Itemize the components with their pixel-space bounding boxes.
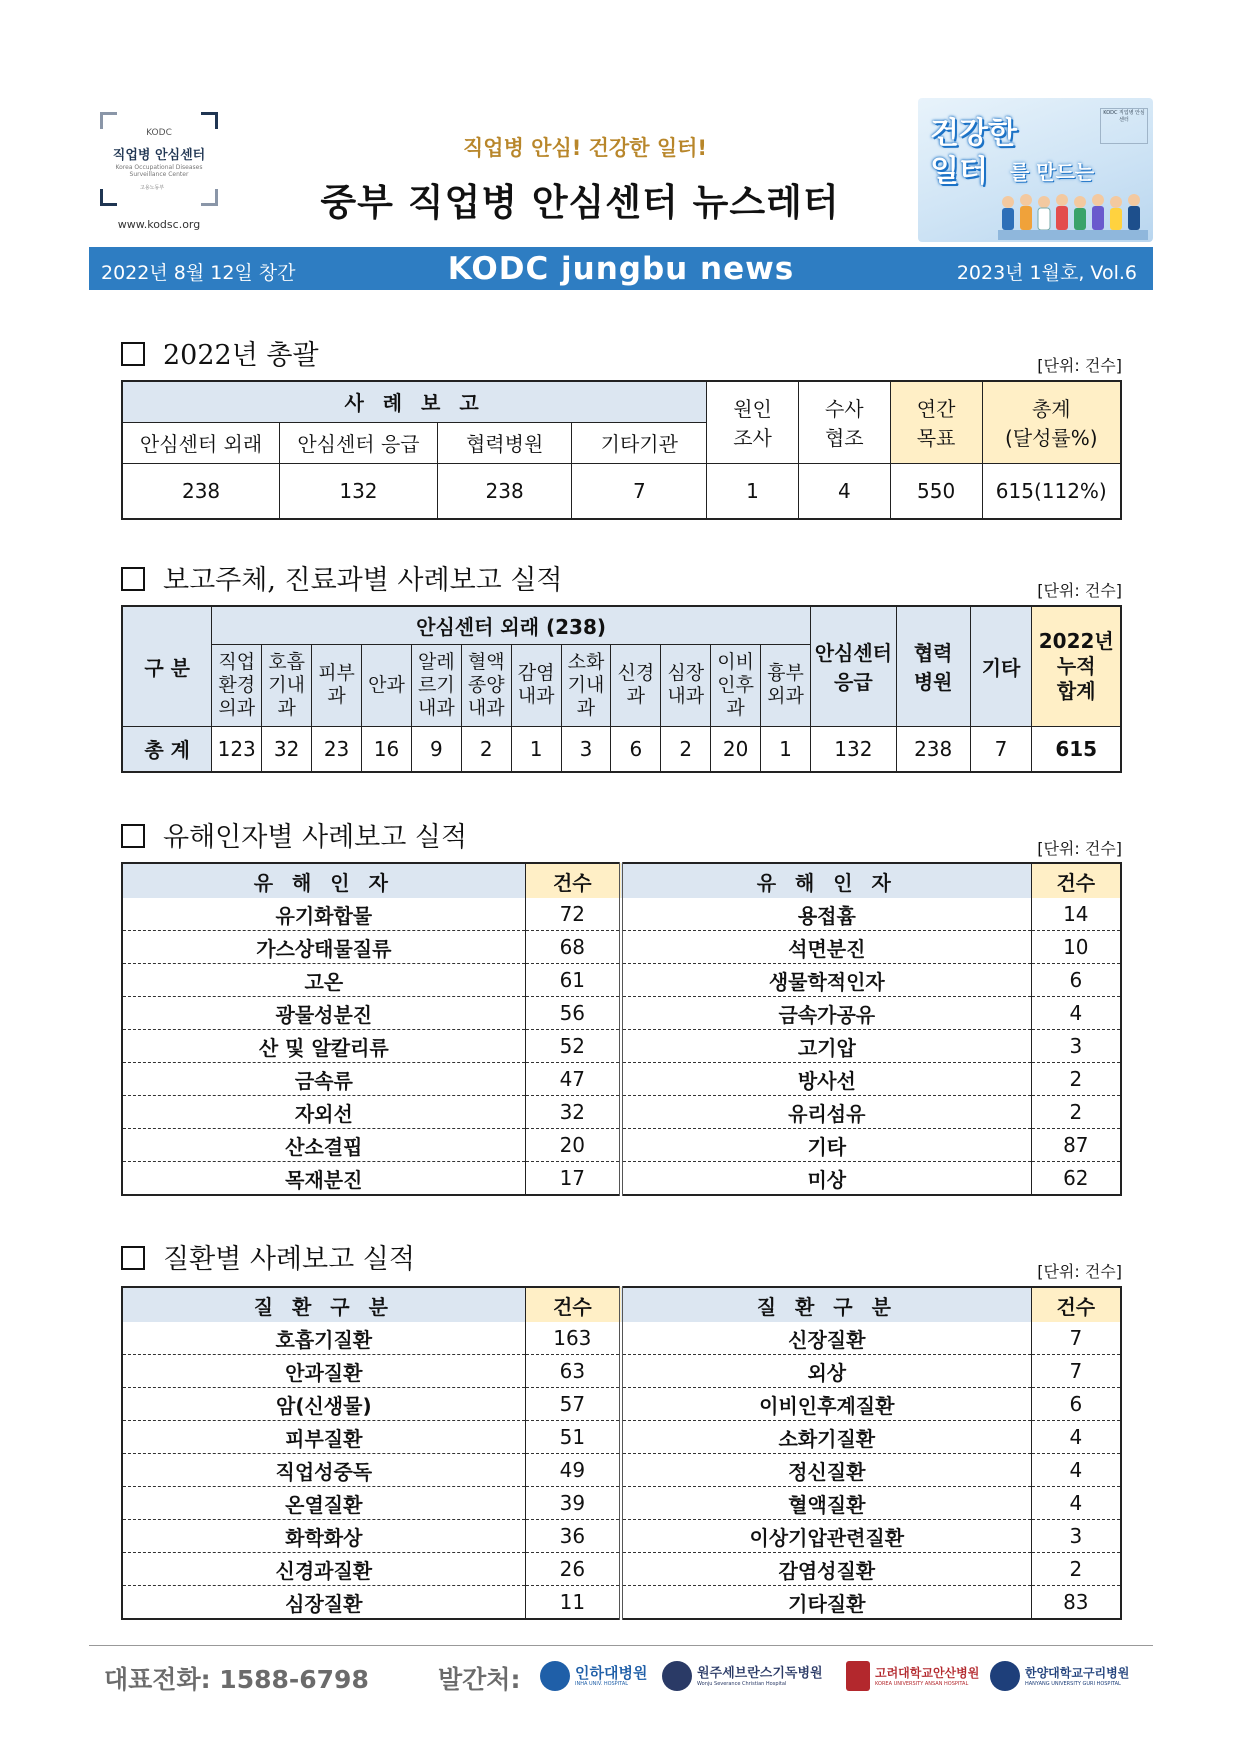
disease-row <box>122 1421 1121 1454</box>
disease-count: 4 <box>1031 1421 1121 1454</box>
department-header-2: 피부 과 <box>312 644 362 726</box>
hospital-korea-ansan: 고려대학교안산병원 KOREA UNIVERSITY ANSAN HOSPITAL <box>846 1658 979 1694</box>
unit-label: [단위: 건수] <box>1037 581 1122 600</box>
unit-label: [단위: 건수] <box>1037 839 1122 858</box>
healthy-workplace-banner <box>918 98 1153 242</box>
department-table <box>121 605 1122 773</box>
hazard-row <box>122 898 1121 931</box>
disease-row <box>122 1355 1121 1388</box>
checkbox-square-icon <box>121 824 145 848</box>
department-header-0: 직업 환경 의과 <box>212 644 262 726</box>
hazard-count: 72 <box>525 898 621 931</box>
workers-illustration-icon <box>998 190 1148 240</box>
hazard-count: 2 <box>1031 1063 1121 1096</box>
disease-name: 이상기압관련질환 <box>621 1520 1031 1553</box>
partner-value: 238 <box>896 726 970 772</box>
disease-count: 4 <box>1031 1487 1121 1520</box>
department-header-5: 혈액 종양 내과 <box>461 644 511 726</box>
hazard-name: 산소결핍 <box>122 1129 525 1162</box>
logo-name: 직업병 안심센터 <box>112 148 206 163</box>
hazard-count: 87 <box>1031 1129 1121 1162</box>
hazard-count: 47 <box>525 1063 621 1096</box>
department-header-8: 신경 과 <box>611 644 661 726</box>
department-header-10: 이비 인후 과 <box>711 644 761 726</box>
hazard-col-count: 건수 <box>525 863 621 898</box>
department-header-11: 흉부 외과 <box>761 644 811 726</box>
hazard-count: 61 <box>525 964 621 997</box>
hazard-name: 금속류 <box>122 1063 525 1096</box>
hazard-name: 금속가공유 <box>621 997 1031 1030</box>
hazard-count: 56 <box>525 997 621 1030</box>
disease-col-name: 질 환 구 분 <box>122 1287 525 1322</box>
hazard-name: 유리섬유 <box>621 1096 1031 1129</box>
col-other-institution: 기타기관 <box>572 422 707 463</box>
disease-name: 온열질환 <box>122 1487 525 1520</box>
department-header-1: 호흡 기내 과 <box>262 644 312 726</box>
disease-name: 신장질환 <box>621 1322 1031 1355</box>
center-logo <box>100 112 218 206</box>
unit-label: [단위: 건수] <box>1037 356 1122 375</box>
disease-count: 39 <box>525 1487 621 1520</box>
department-value-8: 6 <box>611 726 661 772</box>
disease-count: 7 <box>1031 1355 1121 1388</box>
checkbox-square-icon <box>121 567 145 591</box>
annual-goal-header: 연간 목표 <box>890 381 982 463</box>
hospital-wonju: 원주세브란스기독병원 Wonju Severance Christian Hospital <box>662 1658 823 1694</box>
disease-count: 163 <box>525 1322 621 1355</box>
department-value-11: 1 <box>761 726 811 772</box>
disease-table <box>121 1286 1122 1620</box>
cause-investigation-header: 원인 조사 <box>707 381 799 463</box>
publisher-label: 발간처: <box>438 1665 521 1694</box>
hazard-col-count-right: 건수 <box>1031 863 1121 898</box>
hazard-count: 32 <box>525 1096 621 1129</box>
hazard-name: 목재분진 <box>122 1162 525 1196</box>
disease-name: 기타질환 <box>621 1586 1031 1620</box>
disease-count: 49 <box>525 1454 621 1487</box>
disease-row <box>122 1322 1121 1355</box>
disease-name: 혈액질환 <box>621 1487 1031 1520</box>
disease-count: 7 <box>1031 1322 1121 1355</box>
disease-row <box>122 1388 1121 1421</box>
other-header: 기타 <box>970 606 1032 726</box>
disease-row <box>122 1454 1121 1487</box>
hazard-name: 광물성분진 <box>122 997 525 1030</box>
department-value-3: 16 <box>362 726 412 772</box>
department-value-6: 1 <box>511 726 561 772</box>
hazard-row <box>122 931 1121 964</box>
disease-name: 피부질환 <box>122 1421 525 1454</box>
department-header-6: 감염 내과 <box>511 644 561 726</box>
hazard-name: 미상 <box>621 1162 1031 1196</box>
disease-row <box>122 1586 1121 1620</box>
disease-name: 소화기질환 <box>621 1421 1031 1454</box>
department-value-9: 2 <box>661 726 711 772</box>
summary-values-row: 238 132 238 7 1 4 550 615(112%) <box>122 463 1121 519</box>
hazard-count: 10 <box>1031 931 1121 964</box>
department-value-0: 123 <box>212 726 262 772</box>
hazard-row <box>122 1129 1121 1162</box>
inha-emblem-icon <box>540 1661 570 1691</box>
banner-line3: 를 만드는 <box>1010 160 1095 184</box>
hazard-row <box>122 1096 1121 1129</box>
page-title: 중부 직업병 안심센터 뉴스레터 <box>320 181 840 224</box>
hazard-name: 방사선 <box>621 1063 1031 1096</box>
section-disease-label: 질환별 사례보고 실적 <box>163 1244 415 1275</box>
outpatient-group-header: 안심센터 외래 (238) <box>212 606 811 644</box>
disease-name: 감염성질환 <box>621 1553 1031 1586</box>
disease-name: 신경과질환 <box>122 1553 525 1586</box>
disease-name: 이비인후계질환 <box>621 1388 1031 1421</box>
hazard-name: 고기압 <box>621 1030 1031 1063</box>
disease-count: 2 <box>1031 1553 1121 1586</box>
section-hazard-label: 유해인자별 사례보고 실적 <box>163 822 468 853</box>
disease-count: 36 <box>525 1520 621 1553</box>
hazard-count: 14 <box>1031 898 1121 931</box>
disease-count: 26 <box>525 1553 621 1586</box>
cumulative-value: 615 <box>1032 726 1121 772</box>
disease-count: 51 <box>525 1421 621 1454</box>
hazard-row <box>122 964 1121 997</box>
department-header-4: 알레 르기 내과 <box>411 644 461 726</box>
hazard-name: 가스상태물질류 <box>122 931 525 964</box>
hazard-row <box>122 997 1121 1030</box>
disease-row <box>122 1520 1121 1553</box>
hazard-name: 유기화합물 <box>122 898 525 931</box>
hazard-count: 17 <box>525 1162 621 1196</box>
checkbox-square-icon <box>121 342 145 366</box>
disease-row <box>122 1553 1121 1586</box>
hazard-row <box>122 1162 1121 1196</box>
hazard-count: 4 <box>1031 997 1121 1030</box>
hazard-name: 산 및 알칼리류 <box>122 1030 525 1063</box>
banner-line2: 일터 <box>930 154 988 189</box>
section-hazard-title <box>121 815 467 854</box>
banner-line1: 건강한 <box>930 116 1017 151</box>
department-value-7: 3 <box>561 726 611 772</box>
disease-count: 63 <box>525 1355 621 1388</box>
issue-number: 2023년 1월호, Vol.6 <box>956 262 1137 284</box>
disease-count: 4 <box>1031 1454 1121 1487</box>
hazard-count: 6 <box>1031 964 1121 997</box>
department-header-9: 심장 내과 <box>661 644 711 726</box>
founded-date: 2022년 8월 12일 창간 <box>101 262 296 284</box>
department-value-2: 23 <box>312 726 362 772</box>
disease-count: 83 <box>1031 1586 1121 1620</box>
hazard-name: 고온 <box>122 964 525 997</box>
case-report-header: 사 례 보 고 <box>122 381 707 422</box>
checkbox-square-icon <box>121 1246 145 1270</box>
hazard-col-name: 유 해 인 자 <box>122 863 525 898</box>
department-value-1: 32 <box>262 726 312 772</box>
banner-mini-logo: KODC 직업병 안심센터 <box>1100 108 1148 144</box>
cumulative-header: 2022년 누적 합계 <box>1032 606 1121 726</box>
hazard-name: 기타 <box>621 1129 1031 1162</box>
disease-name: 암(신생물) <box>122 1388 525 1421</box>
disease-col-count-right: 건수 <box>1031 1287 1121 1322</box>
site-url[interactable]: www.kodsc.org <box>117 218 201 231</box>
hazard-row <box>122 1030 1121 1063</box>
newsletter-info-bar <box>89 247 1153 290</box>
row-header-category: 구 분 <box>122 606 212 726</box>
col-emergency: 안심센터 응급 <box>280 422 438 463</box>
hazard-count: 3 <box>1031 1030 1121 1063</box>
hazard-count: 2 <box>1031 1096 1121 1129</box>
hazard-name: 석면분진 <box>621 931 1031 964</box>
hazard-name: 용접흄 <box>621 898 1031 931</box>
section-disease-title <box>121 1237 415 1276</box>
disease-name: 안과질환 <box>122 1355 525 1388</box>
korea-univ-emblem-icon <box>846 1661 870 1691</box>
section-department-title <box>121 558 562 597</box>
emergency-value: 132 <box>810 726 896 772</box>
hazard-name: 자외선 <box>122 1096 525 1129</box>
department-header-3: 안과 <box>362 644 412 726</box>
disease-name: 정신질환 <box>621 1454 1031 1487</box>
disease-count: 57 <box>525 1388 621 1421</box>
hazard-count: 20 <box>525 1129 621 1162</box>
hazard-count: 68 <box>525 931 621 964</box>
disease-name: 직업성중독 <box>122 1454 525 1487</box>
emergency-header: 안심센터 응급 <box>810 606 896 726</box>
department-header-7: 소화 기내 과 <box>561 644 611 726</box>
department-value-4: 9 <box>411 726 461 772</box>
disease-col-count: 건수 <box>525 1287 621 1322</box>
footer-divider <box>89 1645 1153 1646</box>
hazard-count: 52 <box>525 1030 621 1063</box>
hazard-count: 62 <box>1031 1162 1121 1196</box>
section-summary-label: 2022년 총괄 <box>163 340 319 371</box>
department-values-row <box>122 726 1121 772</box>
hospital-inha: 인하대병원 INHA UNIV. HOSPITAL <box>540 1658 647 1694</box>
disease-count: 11 <box>525 1586 621 1620</box>
disease-name: 화학화상 <box>122 1520 525 1553</box>
other-value: 7 <box>970 726 1032 772</box>
hazard-col-name-right: 유 해 인 자 <box>621 863 1031 898</box>
disease-row <box>122 1487 1121 1520</box>
hazard-row <box>122 1063 1121 1096</box>
disease-col-name-right: 질 환 구 분 <box>621 1287 1031 1322</box>
summary-table <box>121 380 1122 520</box>
unit-label: [단위: 건수] <box>1037 1262 1122 1281</box>
hanyang-emblem-icon <box>990 1661 1020 1691</box>
col-outpatient: 안심센터 외래 <box>122 422 280 463</box>
ministry-label: 고용노동부 <box>140 185 165 191</box>
hospital-hanyang-guri: 한양대학교구리병원 HANYANG UNIVERSITY GURI HOSPITAL <box>990 1658 1129 1694</box>
department-value-5: 2 <box>461 726 511 772</box>
disease-count: 3 <box>1031 1520 1121 1553</box>
partner-header: 협력 병원 <box>896 606 970 726</box>
investigation-support-header: 수사 협조 <box>798 381 890 463</box>
total-label: 총 계 <box>122 726 212 772</box>
disease-name: 외상 <box>621 1355 1031 1388</box>
col-partner-hospital: 협력병원 <box>437 422 572 463</box>
total-header: 총계 (달성률%) <box>982 381 1121 463</box>
section-summary-title <box>121 333 319 372</box>
phone-number: 대표전화: 1588-6798 <box>104 1665 369 1694</box>
slogan: 직업병 안심! 건강한 일터! <box>463 136 707 160</box>
hazard-name: 생물학적인자 <box>621 964 1031 997</box>
hazard-table <box>121 862 1122 1196</box>
department-value-10: 20 <box>711 726 761 772</box>
disease-name: 심장질환 <box>122 1586 525 1620</box>
wonju-emblem-icon <box>662 1661 692 1691</box>
newsletter-name: KODC jungbu news <box>447 251 795 287</box>
disease-count: 6 <box>1031 1388 1121 1421</box>
logo-kodc: KODC <box>146 128 172 138</box>
section-department-label: 보고주체, 진료과별 사례보고 실적 <box>163 565 563 596</box>
disease-name: 호흡기질환 <box>122 1322 525 1355</box>
logo-subtitle: Korea Occupational Diseases Surveillance Center <box>115 164 203 178</box>
